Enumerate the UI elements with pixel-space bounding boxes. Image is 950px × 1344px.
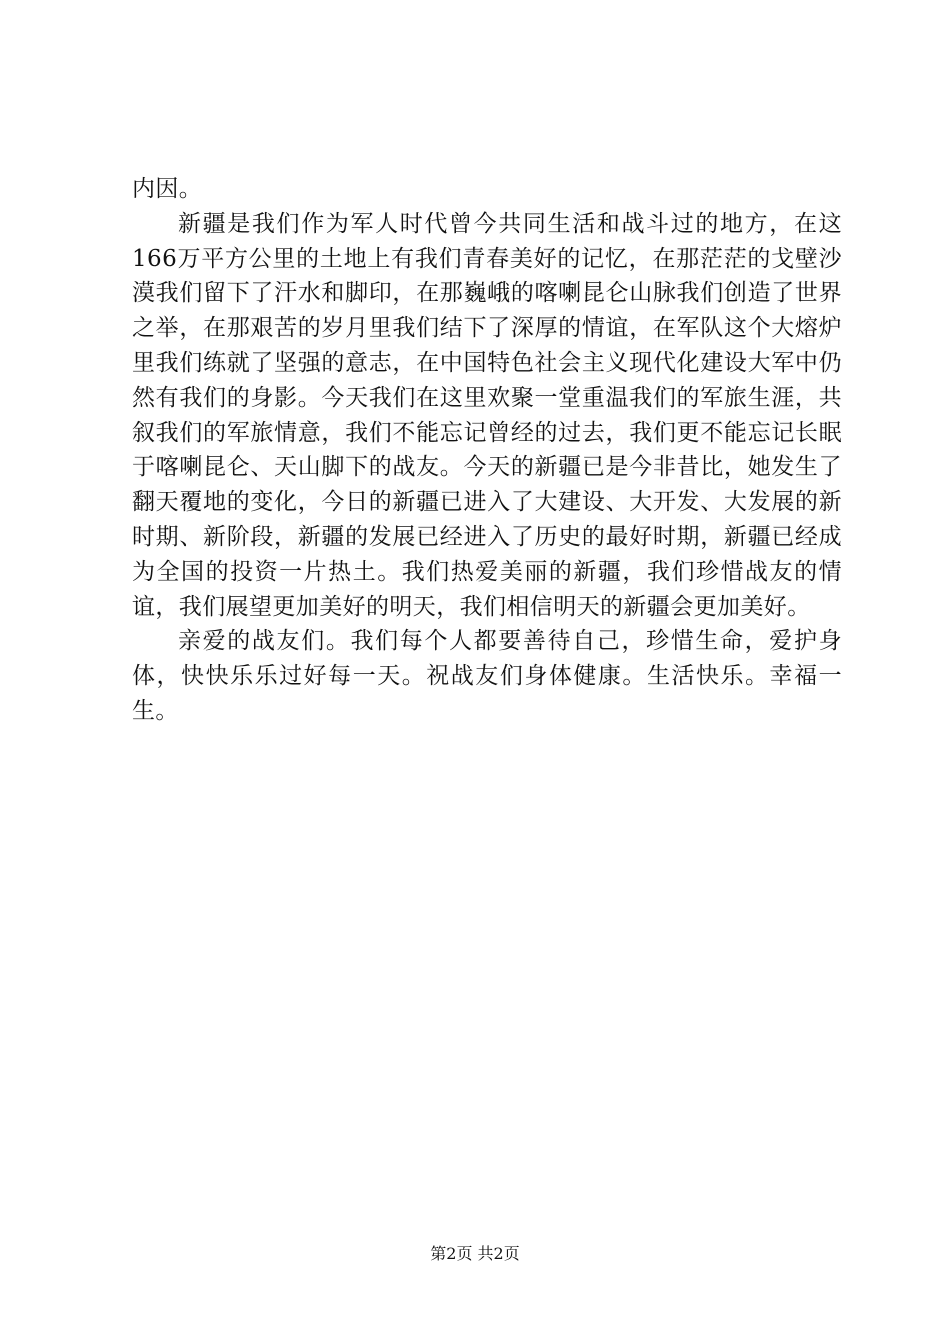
paragraph-continuation: 内因。 <box>132 176 203 202</box>
paragraph-closing-wishes: 亲爱的战友们。我们每个人都要善待自己，珍惜生命，爱护身体，快快乐乐过好每一天。祝战友们身体健康。生活快乐。幸福一生。 <box>132 628 842 724</box>
page-number-label: 第2页 共2页 <box>430 1244 520 1263</box>
paragraph-xinjiang-memories: 新疆是我们作为军人时代曾今共同生活和战斗过的地方，在这166万平方公里的土地上有我们青春美好的记忆，在那茫茫的戈壁沙漠我们留下了汗水和脚印，在那巍峨的喀喇昆仑山脉我们创造了世界之举，在那艰苦的岁月里我们结下了深厚的情谊，在军队这个大熔炉里我们练就了坚强的意志，在中国特色社会主义现代化建设大军中仍然有我们的身影。今天我们在这里欢聚一堂重温我们的军旅生涯，共叙我们的军旅情意，我们不能忘记曾经的过去，我们更不能忘记长眠于喀喇昆仑、天山脚下的战友。今天的新疆已是今非昔比，她发生了翻天覆地的变化，今日的新疆已进入了大建设、大开发、大发展的新时期、新阶段，新疆的发展已经进入了历史的最好时期，新疆已经成为全国的投资一片热土。我们热爱美丽的新疆，我们珍惜战友的情谊，我们展望更加美好的明天，我们相信明天的新疆会更加美好。 <box>132 210 842 620</box>
document-body <box>132 172 842 729</box>
page-footer <box>0 1244 950 1264</box>
